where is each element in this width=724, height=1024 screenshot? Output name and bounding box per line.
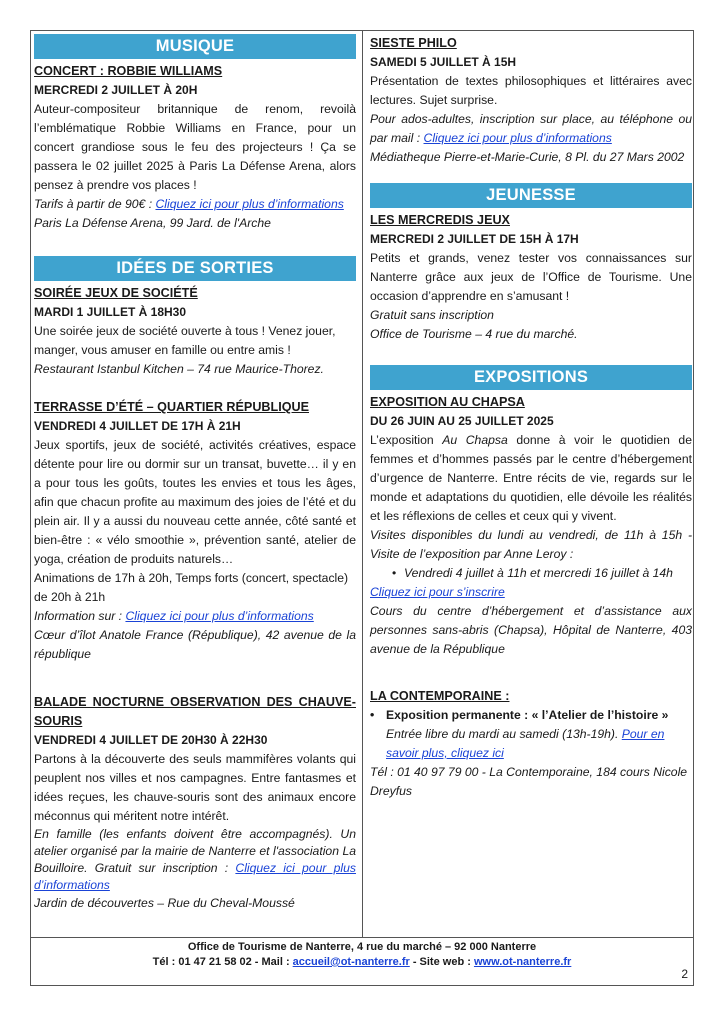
event-date: MARDI 1 JUILLET À 18H30	[34, 305, 187, 319]
event-concert	[34, 62, 356, 233]
event-description: Partons à la découverte des seuls mammifères volants qui peuplent nos villes et nos campagnes. Entre fantasmes et idées reçues, les chauve-souris sont des animaux encore méconnus qui méritent notre intérêt.	[34, 752, 356, 823]
left-column	[34, 34, 356, 913]
event-place: Jardin de découvertes – Rue du Cheval-Moussé	[34, 896, 295, 910]
event-description: Présentation de textes philosophiques et littéraires avec lectures. Sujet surprise.	[370, 74, 692, 107]
event-place: Office de Tourisme – 4 rue du marché.	[370, 327, 578, 341]
event-description: Petits et grands, venez tester vos connaissances sur Nanterre grâce aux jeux de l’Office de Tourisme. Une occasion d’apprendre en s’amusant !	[370, 251, 692, 303]
event-title: BALADE NOCTURNE OBSERVATION DES CHAUVE-SOURIS	[34, 695, 356, 728]
info-link[interactable]: Cliquez ici pour plus d’informations	[155, 197, 344, 211]
register-link[interactable]: Cliquez ici pour s’inscrire	[370, 585, 505, 599]
event-hours	[370, 725, 692, 763]
desc-title: Au Chapsa	[442, 433, 508, 447]
bullet-text: Exposition permanente : « l’Atelier de l’histoire »	[386, 708, 669, 722]
event-jeux	[34, 284, 356, 379]
event-title: LA CONTEMPORAINE :	[370, 689, 510, 703]
event-title: SOIRÉE JEUX DE SOCIÉTÉ	[34, 286, 198, 300]
event-note	[34, 826, 356, 894]
note-text: En famille (les enfants doivent être accompagnés). Un atelier organisé par la mairie de Nanterre et l'association La Bouilloire. Gratuit sur inscription :	[34, 827, 356, 875]
event-free: Gratuit sans inscription	[370, 308, 494, 322]
bullet-icon: •	[370, 708, 375, 722]
event-title: CONCERT : ROBBIE WILLIAMS	[34, 64, 223, 78]
event-title: LES MERCREDIS JEUX	[370, 213, 510, 227]
info-text: Information sur :	[34, 609, 126, 623]
event-description: Auteur-compositeur britannique de renom, revoilà l’emblématique Robbie Williams en France, pour un concert grandiose sous le feu des projecteurs ! Ça se passera le 02 juillet 2025 à Paris La Défense Arena, alors pensez à prendre vos places !	[34, 102, 356, 192]
event-tarif	[34, 195, 356, 214]
visit-bullet	[370, 564, 692, 583]
event-date: MERCREDI 2 JUILLET À 20H	[34, 83, 198, 97]
footer-contact	[30, 955, 694, 970]
event-title: EXPOSITION AU CHAPSA	[370, 395, 525, 409]
event-place: Cours du centre d’hébergement et d’assistance aux personnes sans-abris (Chapsa), Hôpital de Nanterre, 403 avenue de la République	[370, 604, 692, 656]
event-philo	[370, 34, 692, 167]
section-banner-musique: MUSIQUE	[34, 34, 356, 59]
event-chapsa	[370, 393, 692, 659]
section-banner-expositions: EXPOSITIONS	[370, 365, 692, 390]
event-description	[370, 431, 692, 526]
bullet-icon: •	[391, 566, 397, 580]
event-date: DU 26 JUIN AU 25 JUILLET 2025	[370, 414, 554, 428]
event-date: SAMEDI 5 JUILLET À 15H	[370, 55, 517, 69]
hours-text: Entrée libre du mardi au samedi (13h-19h).	[386, 727, 622, 741]
event-place: Restaurant Istanbul Kitchen – 74 rue Maurice-Thorez.	[34, 362, 324, 376]
event-description: Jeux sportifs, jeux de société, activités créatives, espace détente pour lire ou dormir sur un transat, buvette… il y en a pour tous les goûts, toutes les envies et tous les âges, afin que chacun profite au maximum des joies de l’été et du plein air. Il y a aussi du nouveau cette année, côté santé et bien-être : « vélo smoothie », prévention santé, atelier de yoga, création de produits naturels…	[34, 438, 356, 566]
footer-web-link[interactable]: www.ot-nanterre.fr	[473, 956, 572, 968]
event-contact: Tél : 01 40 97 79 00 - La Contemporaine, 184 cours Nicole Dreyfus	[370, 765, 688, 798]
event-title: SIESTE PHILO	[370, 36, 457, 50]
event-contemporaine	[370, 687, 692, 801]
event-place: Paris La Défense Arena, 99 Jard. de l'Arche	[34, 216, 271, 230]
right-column	[370, 34, 692, 801]
footer-address: Office de Tourisme de Nanterre, 4 rue du marché – 92 000 Nanterre	[187, 941, 537, 953]
event-visits: Visites disponibles du lundi au vendredi, de 11h à 15h - Visite de l’exposition par Anne Leroy :	[370, 528, 692, 561]
desc-part: L’exposition	[370, 433, 443, 447]
event-date: VENDREDI 4 JUILLET DE 17H À 21H	[34, 419, 241, 433]
expo-bullet	[370, 706, 692, 725]
event-mercredis-jeux	[370, 211, 692, 344]
event-title: TERRASSE D’ÉTÉ – QUARTIER RÉPUBLIQUE	[34, 400, 309, 414]
event-place: Cœur d’îlot Anatole France (République), 42 avenue de la république	[34, 628, 356, 661]
event-info	[34, 607, 356, 626]
event-place: Médiatheque Pierre-et-Marie-Curie, 8 Pl. du 27 Mars 2002	[370, 150, 685, 164]
info-link[interactable]: Pour en savoir plus, cliquez ici	[386, 727, 665, 760]
footer-web-label: - Site web :	[409, 956, 474, 968]
event-note	[370, 110, 692, 148]
column-divider	[362, 30, 363, 937]
event-description: Une soirée jeux de société ouverte à tous ! Venez jouer, manger, vous amuser en famille ou entre amis !	[34, 324, 336, 357]
note-text: Pour ados-adultes, inscription sur place, au téléphone ou par mail :	[370, 112, 692, 145]
section-banner-jeunesse: JEUNESSE	[370, 183, 692, 208]
info-link[interactable]: Cliquez ici pour plus d’informations	[34, 861, 356, 892]
tarif-text: Tarifs à partir de 90€ :	[34, 197, 156, 211]
event-animations: Animations de 17h à 20h, Temps forts (concert, spectacle) de 20h à 21h	[34, 571, 349, 604]
desc-part: donne à voir le quotidien de femmes et d’hommes passés par le centre d’hébergement d’urgence de Nanterre. Entre récits de vie, regards sur le monde et adaptations du quotidien, elle dévoile les réalités et les réflexions de celles et ceux qui y vivent.	[370, 433, 692, 523]
event-balade	[34, 693, 356, 913]
page-number: 2	[681, 967, 688, 981]
footer	[30, 940, 694, 970]
section-banner-sorties: IDÉES DE SORTIES	[34, 256, 356, 281]
info-link[interactable]: Cliquez ici pour plus d’informations	[423, 131, 612, 145]
footer-divider	[30, 937, 694, 938]
footer-mail-link[interactable]: accueil@ot-nanterre.fr	[292, 956, 410, 968]
bullet-text: Vendredi 4 juillet à 11h et mercredi 16 juillet à 14h	[404, 566, 673, 580]
event-date: MERCREDI 2 JUILLET DE 15H À 17H	[370, 232, 579, 246]
info-link[interactable]: Cliquez ici pour plus d’informations	[125, 609, 314, 623]
event-terrasse	[34, 398, 356, 664]
event-date: VENDREDI 4 JUILLET DE 20H30 À 22H30	[34, 733, 268, 747]
footer-tel: Tél : 01 47 21 58 02 - Mail :	[152, 956, 293, 968]
